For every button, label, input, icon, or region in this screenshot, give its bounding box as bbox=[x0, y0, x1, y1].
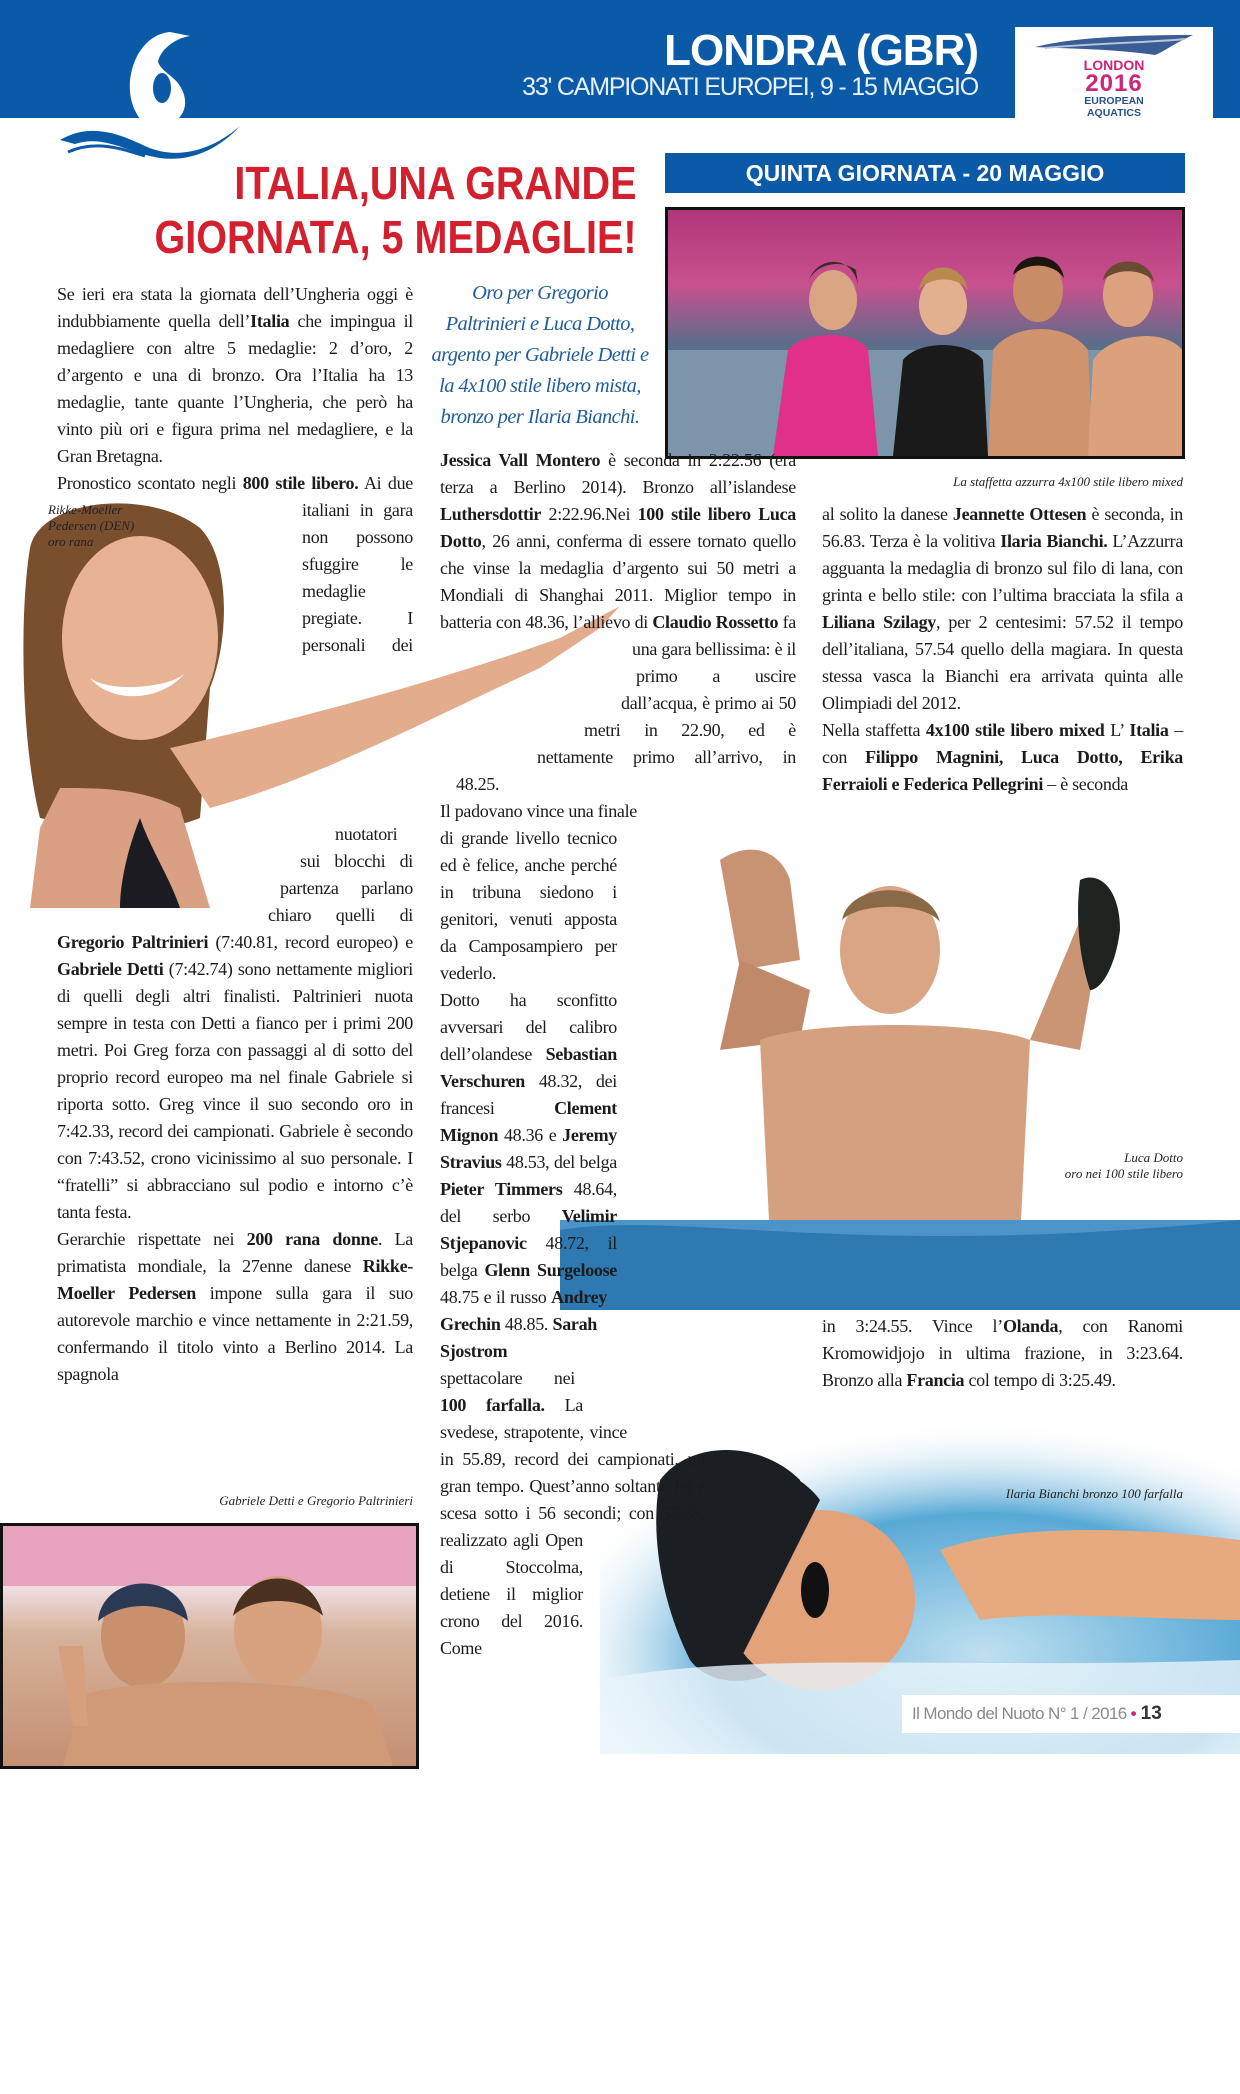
article-column-2 bbox=[440, 447, 796, 2094]
logo-text-aquatics: AQUATICS bbox=[1086, 107, 1142, 119]
photo-staffetta bbox=[665, 207, 1185, 459]
article-paragraph bbox=[822, 717, 1183, 798]
bold-text: Clement Mignon bbox=[440, 1098, 617, 1145]
wrap-spacer bbox=[440, 744, 537, 771]
caption-dotto bbox=[1065, 1150, 1183, 1182]
header-city: LONDRA (GBR) bbox=[664, 26, 978, 75]
wrap-spacer bbox=[440, 690, 621, 717]
bold-text: 200 rana donne bbox=[246, 1229, 378, 1249]
text: è seconda, in 56.83. Terza è la volitiva bbox=[822, 504, 1184, 551]
bold-text: Gregorio Paltrinieri bbox=[57, 932, 209, 952]
pullquote-line: argento per Gabriele Detti e bbox=[431, 344, 649, 366]
wrap-spacer bbox=[604, 1824, 796, 1851]
text: L’ bbox=[1104, 720, 1130, 740]
caption-dotto-line-2: oro nei 100 stile libero bbox=[1064, 1166, 1183, 1181]
bold-text: Filippo Magnini, Luca Dotto, Erika Ferraioli e Federica Pellegrini bbox=[822, 747, 1183, 794]
logo-text-london: LONDON bbox=[1083, 57, 1145, 73]
wrap-spacer bbox=[440, 663, 636, 690]
text: 48.64, del serbo bbox=[440, 1179, 618, 1226]
text: , per 2 centesimi: 57.52 il tempo dell’italiana, 57.54 quello della magiara. In questa stessa vasca la Bianchi era arrivata quinta alle Olimpiadi del 2012. bbox=[822, 612, 1183, 713]
wrap-spacer bbox=[57, 821, 335, 848]
text: 48.75 e il russo bbox=[440, 1287, 552, 1307]
text: 48.36 e bbox=[498, 1125, 563, 1145]
text: impone sulla gara il suo autorevole marchio e vince nettamente in 2:21.59, confermando il titolo vinto a Berlino 2014. La spagnola bbox=[57, 1283, 414, 1384]
wrap-spacer bbox=[598, 1851, 796, 2094]
logo-text-european: EUROPEAN bbox=[1084, 95, 1144, 107]
event-logo bbox=[1015, 27, 1213, 121]
caption-rikke-line-1: Rikke-Moeller bbox=[48, 502, 123, 517]
bold-text: Jeremy Stravius bbox=[440, 1125, 617, 1172]
bold-text: Liliana Szilagy bbox=[822, 612, 937, 632]
photo-detti-paltrinieri bbox=[0, 1523, 419, 1769]
bold-text: Claudio Rossetto bbox=[652, 612, 779, 632]
bold-text: Italia bbox=[250, 311, 290, 331]
detti-paltrinieri-image bbox=[3, 1526, 416, 1766]
text: Gerarchie rispettate nei bbox=[57, 1229, 247, 1249]
text: Nella staffetta bbox=[822, 720, 926, 740]
bold-text: Andrey Grechin bbox=[440, 1287, 607, 1334]
article-paragraph bbox=[57, 281, 413, 470]
text: Se ieri era stata la giornata dell’Ungheria oggi è indubbiamente quella dell’ bbox=[57, 284, 413, 331]
footer-bullet: • bbox=[1130, 1704, 1137, 1723]
wrap-spacer bbox=[617, 1257, 796, 1284]
wrap-spacer bbox=[650, 1230, 796, 1257]
bold-text: 100 farfalla. bbox=[440, 1395, 545, 1415]
pullquote-line: la 4x100 stile libero mista, bbox=[439, 375, 641, 397]
article-title bbox=[76, 156, 637, 264]
article-paragraph bbox=[822, 1313, 1183, 1394]
article-paragraph bbox=[440, 798, 796, 987]
pullquote-line: Oro per Gregorio bbox=[472, 282, 608, 304]
wrap-spacer bbox=[627, 1419, 796, 1446]
bold-text: Francia bbox=[906, 1370, 965, 1390]
text: al solito la danese bbox=[822, 504, 953, 524]
text: 2:22.96.Nei bbox=[541, 504, 638, 524]
bold-text: 800 stile libero. bbox=[242, 473, 359, 493]
text: , con Ranomi Kromowidjojo in ultima frazione, in 3:23.64. Bronzo alla bbox=[822, 1316, 1183, 1390]
wrap-spacer bbox=[57, 875, 280, 902]
bold-text: Ilaria Bianchi. bbox=[1000, 531, 1108, 551]
wrap-spacer bbox=[705, 1446, 796, 1527]
wrap-spacer bbox=[57, 902, 268, 929]
text: col tempo di 3:25.49. bbox=[964, 1370, 1116, 1390]
text: spettacolare nei bbox=[440, 1368, 575, 1388]
caption-staffetta: La staffetta azzurra 4x100 stile libero mixed bbox=[953, 474, 1183, 489]
text: – è seconda bbox=[1043, 774, 1128, 794]
swimmer-logo-icon bbox=[50, 22, 260, 162]
bold-text: Gabriele Detti bbox=[57, 959, 164, 979]
wrap-spacer bbox=[57, 659, 413, 821]
text: Ai due italiani in gara non possono sfuggire le medaglie pregiate. I personali dei nuotatori sui blocchi di partenza parlano chiaro quelli di bbox=[268, 473, 413, 925]
magazine-issue: Il Mondo del Nuoto N° 1 / 2016 bbox=[912, 1704, 1127, 1723]
article-column-1 bbox=[57, 281, 413, 1388]
title-line-1: ITALIA,UNA GRANDE bbox=[234, 157, 637, 209]
title-line-2: GIORNATA, 5 MEDAGLIE! bbox=[154, 211, 637, 263]
text: , 26 anni, conferma di essere tornato quello che vinse la medaglia d’argento sui 50 metri a Mondiali di Shanghai 2011. Miglior tempo in batteria con 48.36, l’allievo di bbox=[440, 531, 796, 632]
pullquote-line: Paltrinieri e Luca Dotto, bbox=[445, 313, 635, 335]
wrap-spacer bbox=[583, 1527, 796, 1635]
caption-bianchi: Ilaria Bianchi bronzo 100 farfalla bbox=[1005, 1486, 1183, 1501]
pullquote bbox=[422, 278, 658, 433]
wrap-spacer bbox=[637, 771, 796, 825]
article-paragraph bbox=[57, 1226, 413, 1388]
bold-text: 100 stile libero Luca Dotto bbox=[440, 504, 796, 551]
bold-text: 4x100 stile libero mixed bbox=[925, 720, 1105, 740]
wrap-spacer bbox=[607, 1284, 796, 1311]
text: 48.53, del belga bbox=[501, 1152, 617, 1172]
logo-text-year: 2016 bbox=[1085, 70, 1143, 97]
article-paragraph bbox=[822, 501, 1183, 717]
text: in 3:24.55. Vince l’ bbox=[822, 1316, 1003, 1336]
text: 48.72, il belga bbox=[440, 1233, 617, 1280]
caption-detti: Gabriele Detti e Gregorio Paltrinieri bbox=[219, 1493, 413, 1508]
wrap-spacer bbox=[597, 1311, 796, 1338]
bold-text: Rikke-Moeller Pedersen bbox=[57, 1256, 413, 1303]
article-column-3-bottom bbox=[822, 1313, 1183, 1394]
bold-text: Luthersdottir bbox=[440, 504, 542, 524]
caption-rikke-line-2: Pedersen (DEN) bbox=[48, 518, 135, 533]
bold-text: Pieter Timmers bbox=[440, 1179, 563, 1199]
article-column-3-top bbox=[822, 501, 1183, 798]
text: Dotto ha sconfitto avversari del calibro dell’olandese bbox=[440, 990, 617, 1064]
bold-text: Velimir Stjepanovic bbox=[440, 1206, 617, 1253]
caption-dotto-line-1: Luca Dotto bbox=[1124, 1150, 1183, 1165]
text: Il padovano vince una finale di grande livello tecnico ed è felice, anche perché in tribuna siedono i genitori, venuti apposta da Camposampiero per vederlo. bbox=[440, 801, 637, 983]
text: fa una gara bellissima: è il primo a uscire dall’acqua, è primo ai 50 metri in 22.90, ed è nettamente primo all’arrivo, in 48.25. bbox=[456, 612, 796, 794]
text: è seconda in 2:22.56 (era terza a Berlino 2014). Bronzo all’islandese bbox=[440, 450, 796, 497]
bold-text: Sarah Sjostrom bbox=[440, 1314, 597, 1361]
text: Pronostico scontato negli bbox=[57, 473, 243, 493]
text: (7:40.81, record europeo) e bbox=[208, 932, 413, 952]
wrap-spacer bbox=[57, 497, 302, 659]
bold-text: Italia bbox=[1129, 720, 1169, 740]
wrap-spacer bbox=[712, 1176, 796, 1203]
pullquote-line: bronzo per Ilaria Bianchi. bbox=[440, 406, 640, 428]
text: 48.85. bbox=[500, 1314, 553, 1334]
wrap-spacer bbox=[610, 1797, 796, 1824]
bold-text: Jessica Vall Montero bbox=[440, 450, 601, 470]
bold-text: Sebastian Verschuren bbox=[440, 1044, 617, 1091]
relay-team-image bbox=[668, 210, 1182, 456]
wrap-spacer bbox=[57, 848, 300, 875]
day-banner: QUINTA GIORNATA - 20 MAGGIO bbox=[665, 153, 1185, 193]
bold-text: Glenn Surgeloose bbox=[484, 1260, 617, 1280]
page-footer bbox=[902, 1695, 1240, 1733]
header-subtitle: 33' CAMPIONATI EUROPEI, 9 - 15 MAGGIO bbox=[522, 73, 978, 101]
wrap-spacer bbox=[440, 636, 632, 663]
text: (7:42.74) sono nettamente migliori di quelli degli altri finalisti. Paltrinieri nuota sempre in testa con Detti a fianco per i primi 200 metri. Poi Greg forza con passaggi al di sotto del proprio record europeo ma nel finale Gabriele si riporta sotto. Greg vince il suo secondo oro in 7:42.33, record dei campionati. Gabriele è secondo con 7:43.52, crono vicinissimo al suo personale. I “fratelli” si abbracciano sul podio e intorno c’è tanta festa. bbox=[57, 959, 413, 1222]
wrap-spacer bbox=[638, 1770, 796, 1797]
text: . La primatista mondiale, la 27enne danese bbox=[57, 1229, 413, 1276]
bold-text: Jeannette Ottesen bbox=[952, 504, 1087, 524]
wrap-spacer bbox=[677, 1203, 796, 1230]
stadium-swoosh-icon bbox=[1015, 29, 1213, 59]
page-number: 13 bbox=[1140, 1703, 1162, 1724]
wrap-spacer bbox=[575, 1338, 796, 1392]
text: 48.32, dei francesi bbox=[440, 1071, 617, 1118]
text: che impingua il medagliere con altre 5 medaglie: 2 d’oro, 2 d’argento e una di bronzo. Ora l’Italia ha 13 medaglie, tante quante l’Ungheria, che però ha vinto più ori e figura prima nel medagliere, e la Gran Bretagna. bbox=[57, 311, 413, 466]
bold-text: Olanda bbox=[1002, 1316, 1059, 1336]
wrap-spacer bbox=[583, 1392, 796, 1419]
wrap-spacer bbox=[440, 771, 456, 798]
wrap-spacer bbox=[440, 717, 584, 744]
caption-rikke-line-3: oro rana bbox=[48, 534, 94, 549]
text: La svedese, strapotente, vince in 55.89, record dei campionati, un gran tempo. Quest’anno soltanto lei è scesa sotto i 56 secondi; con 55.68, realizzato agli Open di Stoccolma, detiene il miglior crono del 2016. Come bbox=[440, 1395, 705, 1658]
text: – con bbox=[822, 720, 1184, 767]
text: L’Azzurra agguanta la medaglia di bronzo sul filo di lana, con grinta e bello stile: con l’ultima bracciata la sfila a bbox=[822, 531, 1184, 605]
